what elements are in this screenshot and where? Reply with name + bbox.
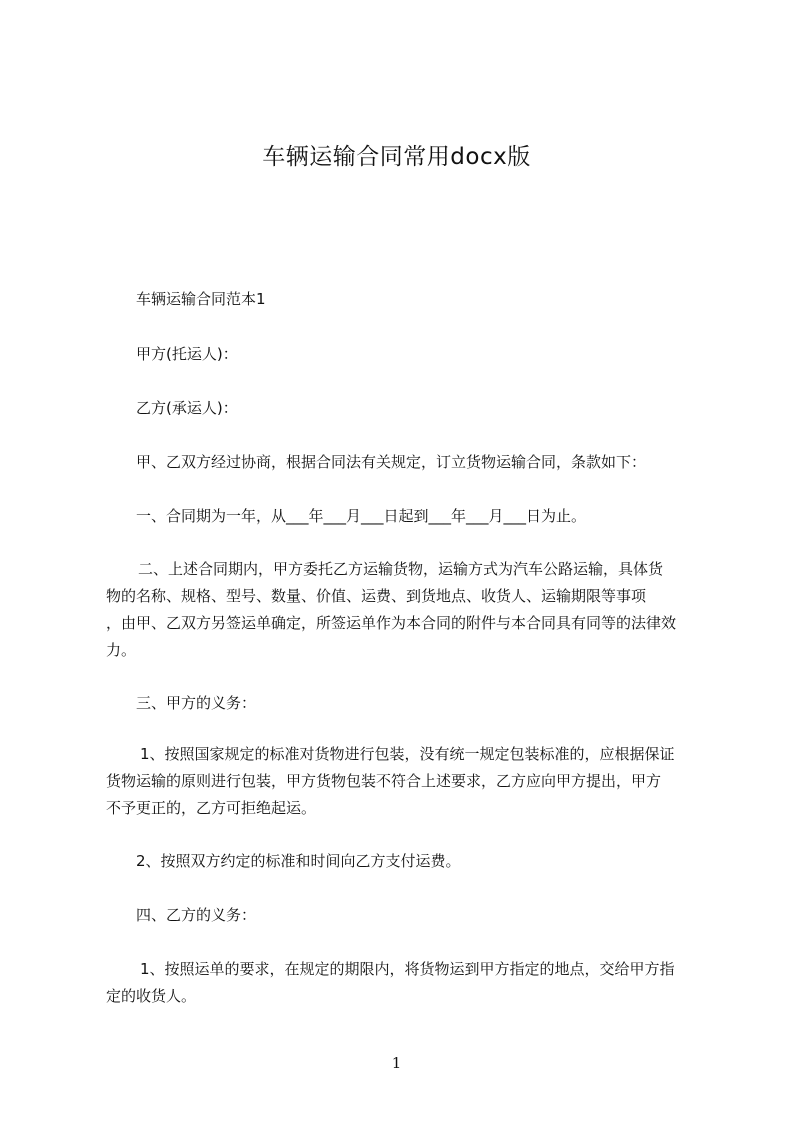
clause-4-item-1-line: 定的收货人。	[106, 987, 197, 1005]
clause-2-line: 二、上述合同期内，甲方委托乙方运输货物，运输方式为汽车公路运输，具体货	[138, 560, 664, 578]
clause-4-item-1-line: 1、按照运单的要求，在规定的期限内，将货物运到甲方指定的地点，交给甲方指	[140, 960, 675, 978]
clause-1-paragraph: 一、合同期为一年，从___年___月___日起到___年___月___日为止。	[136, 507, 587, 525]
clause-3-item-1-line: 不予更正的，乙方可拒绝起运。	[106, 799, 317, 817]
party-b-label: 乙方(承运人)：	[136, 399, 238, 417]
clause-2-line: 力。	[106, 641, 137, 659]
preamble-paragraph: 甲、乙双方经过协商，根据合同法有关规定，订立货物运输合同，条款如下：	[136, 453, 647, 471]
clause-4-title: 四、乙方的义务：	[136, 906, 257, 924]
clause-3-item-1-line: 货物运输的原则进行包装，甲方货物包装不符合上述要求，乙方应向甲方提出，甲方	[106, 772, 662, 790]
party-a-label: 甲方(托运人)：	[136, 345, 238, 363]
clause-3-item-2-paragraph: 2、按照双方约定的标准和时间向乙方支付运费。	[136, 852, 461, 870]
page-number: 1	[391, 1054, 402, 1072]
clause-2-line: ，由甲、乙双方另签运单确定，所签运单作为本合同的附件与本合同具有同等的法律效	[106, 614, 677, 632]
clause-2-line: 物的名称、规格、型号、数量、价值、运费、到货地点、收货人、运输期限等事项	[106, 587, 647, 605]
document-title: 车辆运输合同常用docx版	[262, 144, 531, 170]
clause-4-item-1-paragraph	[106, 956, 712, 1010]
clause-2-paragraph	[106, 556, 712, 664]
clause-3-title: 三、甲方的义务：	[136, 694, 257, 712]
clause-3-item-1-paragraph	[106, 741, 712, 822]
contract-heading: 车辆运输合同范本1	[136, 290, 266, 308]
clause-3-item-1-line: 1、按照国家规定的标准对货物进行包装，没有统一规定包装标准的，应根据保证	[140, 745, 675, 763]
